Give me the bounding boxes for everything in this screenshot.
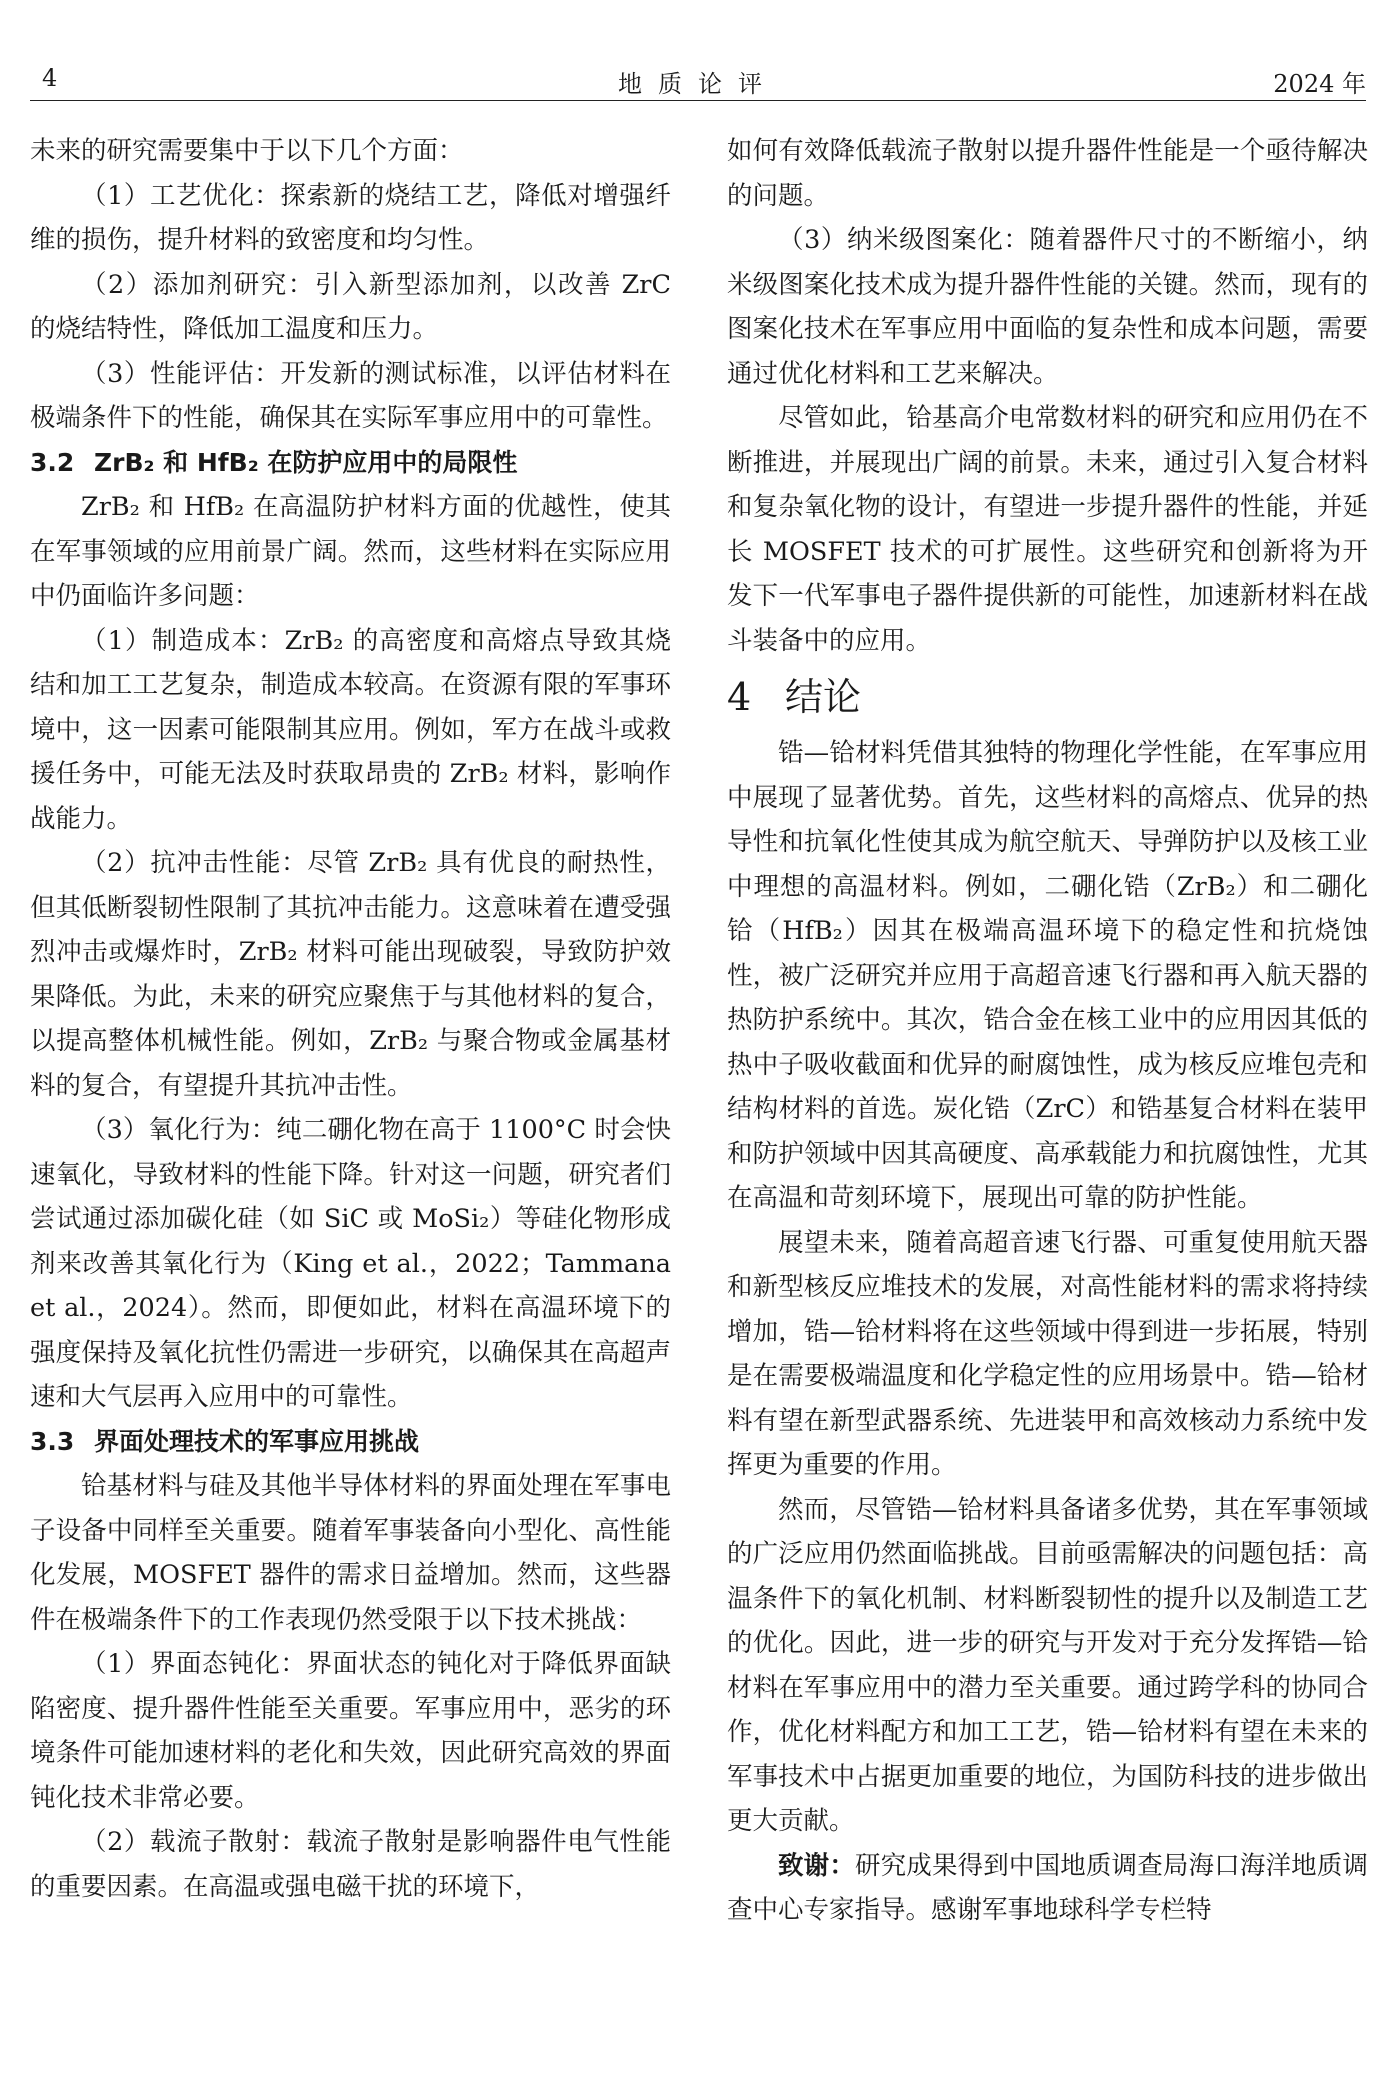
section-heading-3-3: [30, 1420, 671, 1465]
paragraph: （3）性能评估：开发新的测试标准，以评估材料在极端条件下的性能，确保其在实际军事应用中的可靠性。: [30, 358, 671, 433]
running-header: [30, 64, 1366, 104]
paragraph: （1）界面态钝化：界面状态的钝化对于降低界面缺陷密度、提升器件性能至关重要。军事应用中，恶劣的环境条件可能加速材料的老化和失效，因此研究高效的界面钝化技术非常必要。: [30, 1649, 671, 1813]
paragraph: ZrB₂ 和 HfB₂ 在高温防护材料方面的优越性，使其在军事领域的应用前景广阔。然而，这些材料在实际应用中仍面临许多问题：: [30, 492, 671, 611]
paragraph: 铪基材料与硅及其他半导体材料的界面处理在军事电子设备中同样至关重要。随着军事装备向小型化、高性能化发展，MOSFET 器件的需求日益增加。然而，这些器件在极端条件下的工作表现仍然受限于以下技术挑战：: [30, 1471, 671, 1635]
paragraph: （1）制造成本：ZrB₂ 的高密度和高熔点导致其烧结和加工工艺复杂，制造成本较高。在资源有限的军事环境中，这一因素可能限制其应用。例如，军方在战斗或救援任务中，可能无法及时获取昂贵的 ZrB₂ 材料，影响作战能力。: [30, 625, 671, 834]
section-number: 3.2: [30, 447, 75, 477]
paragraph: 锆—铪材料凭借其独特的物理化学性能，在军事应用中展现了显著优势。首先，这些材料的高熔点、优异的热导性和抗氧化性使其成为航空航天、导弹防护以及核工业中理想的高温材料。例如，二硼化锆（ZrB₂）和二硼化铪（HfB₂）因其在极端高温环境下的稳定性和抗烧蚀性，被广泛研究并应用于高超音速飞行器和再入航天器的热防护系统中。其次，锆合金在核工业中的应用因其低的热中子吸收截面和优异的耐腐蚀性，成为核反应堆包壳和结构材料的首选。炭化锆（ZrC）和锆基复合材料在装甲和防护领域中因其高硬度、高承载能力和抗腐蚀性，尤其在高温和苛刻环境下，展现出可靠的防护性能。: [727, 738, 1368, 1213]
paragraph: （2）载流子散射：载流子散射是影响器件电气性能的重要因素。在高温或强电磁干扰的环境下，: [30, 1827, 671, 1902]
paragraph: （2）抗冲击性能：尽管 ZrB₂ 具有优良的耐热性，但其低断裂韧性限制了其抗冲击能力。这意味着在遭受强烈冲击或爆炸时，ZrB₂ 材料可能出现破裂，导致防护效果降低。为此，未来的研究应聚焦于与其他材料的复合，以提高整体机械性能。例如，ZrB₂ 与聚合物或金属基材料的复合，有望提升其抗冲击性。: [30, 848, 671, 1101]
acknowledgement-label: 致谢：: [778, 1850, 855, 1881]
section-title: ZrB₂ 和 HfB₂ 在防护应用中的局限性: [94, 447, 518, 477]
paragraph: 尽管如此，铪基高介电常数材料的研究和应用仍在不断推进，并展现出广阔的前景。未来，通过引入复合材料和复杂氧化物的设计，有望进一步提升器件的性能，并延长 MOSFET 技术的可扩展性。这些研究和创新将为开发下一代军事电子器件提供新的可能性，加速新材料在战斗装备中的应用。: [727, 403, 1368, 656]
section-title: 界面处理技术的军事应用挑战: [94, 1426, 420, 1456]
paragraph: （2）添加剂研究：引入新型添加剂，以改善 ZrC 的烧结特性，降低加工温度和压力。: [30, 269, 671, 344]
section-heading-4: [727, 667, 1368, 727]
section-title: 结论: [785, 675, 862, 719]
paragraph: （1）工艺优化：探索新的烧结工艺，降低对增强纤维的损伤，提升材料的致密度和均匀性。: [30, 180, 671, 255]
acknowledgement: [727, 1844, 1368, 1933]
paragraph: 然而，尽管锆—铪材料具备诸多优势，其在军事领域的广泛应用仍然面临挑战。目前亟需解决的问题包括：高温条件下的氧化机制、材料断裂韧性的提升以及制造工艺的优化。因此，进一步的研究与开发对于充分发挥锆—铪材料在军事应用中的潜力至关重要。通过跨学科的协同合作，优化材料配方和加工工艺，锆—铪材料有望在未来的军事技术中占据更加重要的地位，为国防科技的进步做出更大贡献。: [727, 1494, 1368, 1836]
acknowledgement-text: 研究成果得到中国地质调查局海口海洋地质调查中心专家指导。感谢军事地球科学专栏特: [727, 1850, 1368, 1925]
section-heading-3-2: [30, 441, 671, 486]
section-number: 3.3: [30, 1426, 75, 1456]
paragraph: 如何有效降低载流子散射以提升器件性能是一个亟待解决的问题。: [727, 136, 1368, 211]
paragraph: （3）氧化行为：纯二硼化物在高于 1100°C 时会快速氧化，导致材料的性能下降。针对这一问题，研究者们尝试通过添加碳化硅（如 SiC 或 MoSi₂）等硅化物形成剂来改善其氧化行为（King et al.，2022；Tammana et al.，2024）。然而，即便如此，材料在高温环境下的强度保持及氧化抗性仍需进一步研究，以确保其在高超声速和大气层再入应用中的可靠性。: [30, 1115, 671, 1412]
paragraph: 展望未来，随着高超音速飞行器、可重复使用航天器和新型核反应堆技术的发展，对高性能材料的需求将持续增加，锆—铪材料将在这些领域中得到进一步拓展，特别是在需要极端温度和化学稳定性的应用场景中。锆—铪材料有望在新型武器系统、先进装甲和高效核动力系统中发挥更为重要的作用。: [727, 1227, 1368, 1480]
right-column: [727, 129, 1368, 1933]
journal-title: 地质论评: [618, 70, 778, 98]
journal-year: 2024 年: [1273, 70, 1366, 98]
paragraph: 未来的研究需要集中于以下几个方面：: [30, 136, 464, 166]
header-rule: [30, 100, 1366, 101]
page-number: 4: [42, 64, 58, 92]
paragraph: （3）纳米级图案化：随着器件尺寸的不断缩小，纳米级图案化技术成为提升器件性能的关键。然而，现有的图案化技术在军事应用中面临的复杂性和成本问题，需要通过优化材料和工艺来解决。: [727, 225, 1368, 389]
left-column: [30, 129, 671, 1909]
section-number: 4: [727, 675, 752, 719]
